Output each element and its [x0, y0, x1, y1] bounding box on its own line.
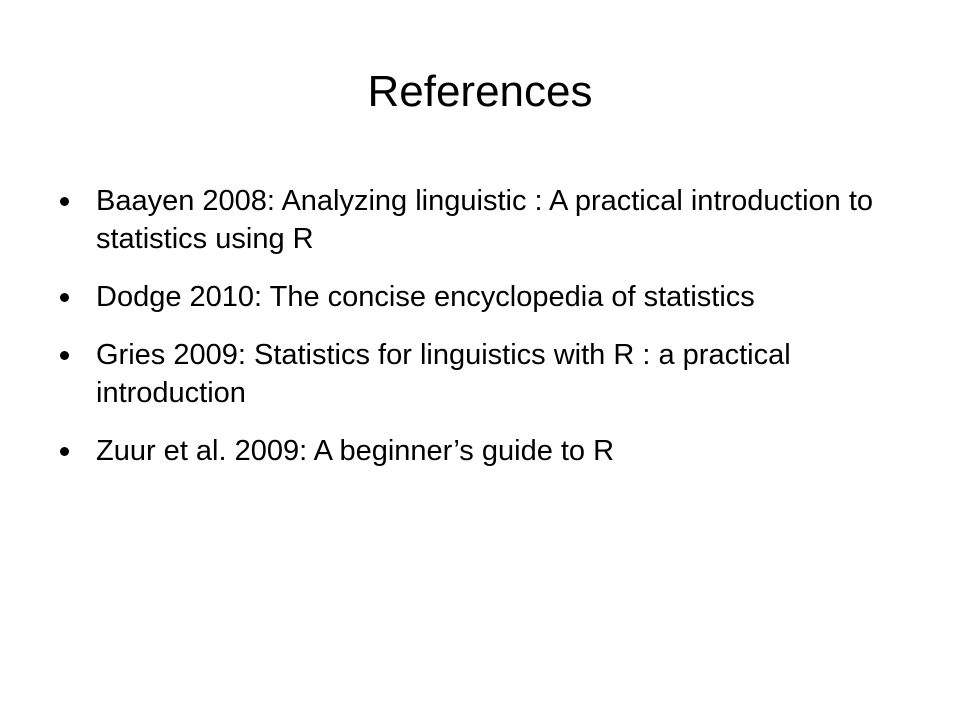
list-item — [58, 278, 898, 316]
reference-text: Zuur et al. 2009: A beginner’s guide to R — [96, 435, 615, 467]
list-item — [58, 336, 898, 412]
slide-title: References — [367, 67, 593, 116]
bullet-icon — [60, 447, 69, 456]
reference-text: Baayen 2008: Analyzing linguistic : A practical introduction to statistics using R — [96, 185, 874, 255]
reference-list — [58, 182, 898, 490]
reference-text: Dodge 2010: The concise encyclopedia of statistics — [96, 281, 755, 313]
bullet-icon — [60, 197, 69, 206]
list-item — [58, 182, 898, 258]
bullet-icon — [60, 351, 69, 360]
list-item — [58, 432, 898, 470]
bullet-icon — [60, 293, 69, 302]
reference-text: Gries 2009: Statistics for linguistics with R : a practical introduction — [96, 339, 791, 409]
